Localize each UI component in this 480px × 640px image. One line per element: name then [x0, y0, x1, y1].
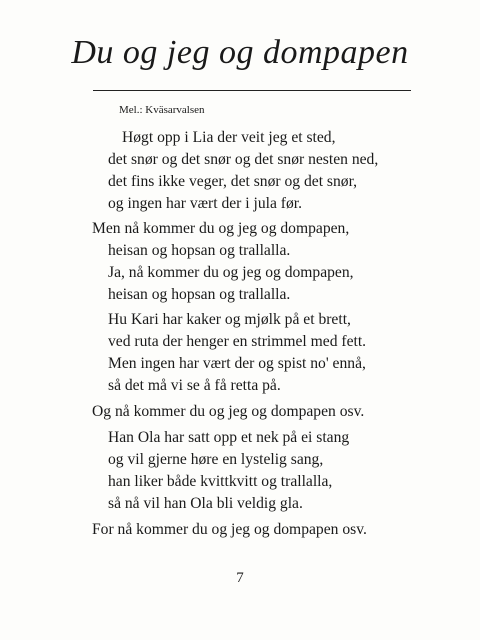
refrain3-line: For nå kommer du og jeg og dompapen osv.: [92, 521, 367, 538]
refrain-line4: heisan og hopsan og trallalla.: [108, 286, 291, 303]
verse2-line3: Men ingen har vært der og spist no' ennå,: [108, 355, 366, 372]
verse2-line1: Hu Kari har kaker og mjølk på et brett,: [108, 311, 351, 328]
refrain2-line: Og nå kommer du og jeg og dompapen osv.: [92, 403, 365, 420]
refrain-line3: Ja, nå kommer du og jeg og dompapen,: [108, 264, 354, 281]
refrain-line2: heisan og hopsan og trallalla.: [108, 242, 291, 259]
verse1-line1: Høgt opp i Lia der veit jeg et sted,: [122, 129, 336, 146]
melody-note: Mel.: Kväsarvalsen: [119, 104, 205, 116]
title-rule: [93, 90, 411, 91]
verse2-line2: ved ruta der henger en strimmel med fett.: [108, 333, 367, 350]
verse3-line4: så nå vil han Ola bli veldig gla.: [108, 495, 303, 512]
verse3-line2: og vil gjerne høre en lystelig sang,: [108, 451, 324, 468]
song-title: Du og jeg og dompapen: [71, 34, 409, 71]
verse1-line4: og ingen har vært der i jula før.: [108, 195, 303, 212]
refrain-line1: Men nå kommer du og jeg og dompapen,: [92, 220, 350, 237]
verse1-line3: det fins ikke veger, det snør og det snør,: [108, 173, 358, 190]
verse2-line4: så det må vi se å få retta på.: [108, 377, 281, 394]
verse3-line3: han liker både kvittkvitt og trallalla,: [108, 473, 333, 490]
verse1-line2: det snør og det snør og det snør nesten ned,: [108, 151, 379, 168]
verse3-line1: Han Ola har satt opp et nek på ei stang: [108, 429, 350, 446]
page-number: 7: [236, 570, 244, 586]
